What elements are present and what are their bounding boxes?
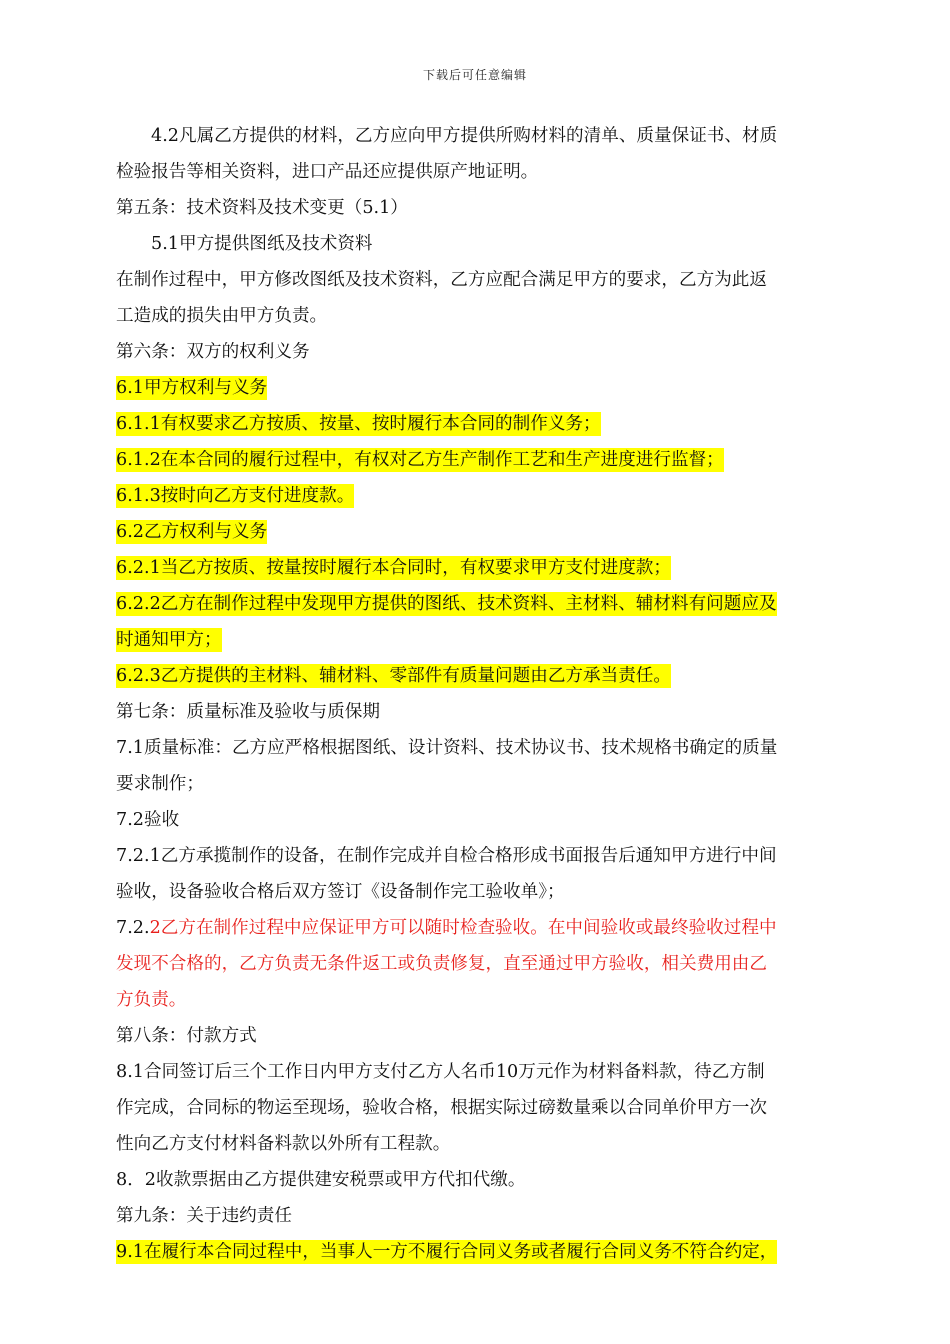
text-line-content: 6.2乙方权利与义务	[116, 522, 268, 542]
text-line	[116, 406, 840, 442]
text-line	[116, 802, 840, 838]
text-line-content: 6.2.2乙方在制作过程中发现甲方提供的图纸、技术资料、主材料、辅材料有问题应及	[116, 594, 777, 614]
text-line	[116, 622, 840, 658]
text-line-content: 时通知甲方；	[116, 630, 222, 650]
text-line-content: 第六条：双方的权利义务	[116, 342, 310, 362]
text-line	[116, 550, 840, 586]
text-line	[116, 1018, 840, 1054]
text-line-content: 6.1.3按时向乙方支付进度款。	[116, 486, 355, 506]
text-line	[116, 730, 840, 766]
text-line-content: 7.2验收	[116, 810, 180, 830]
text-line-content: 在制作过程中，甲方修改图纸及技术资料，乙方应配合满足甲方的要求，乙方为此返	[116, 270, 767, 290]
text-line-content: 发现不合格的，乙方负责无条件返工或负责修复，直至通过甲方验收，相关费用由乙	[116, 954, 767, 974]
document-body	[116, 118, 840, 1270]
text-line-content: 8．2收款票据由乙方提供建安税票或甲方代扣代缴。	[116, 1170, 526, 1190]
text-line	[116, 838, 840, 874]
text-line	[116, 478, 840, 514]
text-line	[116, 982, 840, 1018]
text-line	[116, 226, 840, 262]
text-line-content: 第五条：技术资料及技术变更（5.1）	[116, 198, 408, 218]
text-line-content: 性向乙方支付材料备料款以外所有工程款。	[116, 1134, 451, 1154]
text-line-content: 验收，设备验收合格后双方签订《设备制作完工验收单》；	[116, 882, 565, 902]
text-line-content: 6.2.1当乙方按质、按量按时履行本合同时，有权要求甲方支付进度款；	[116, 558, 671, 578]
text-line-content: 4.2凡属乙方提供的材料，乙方应向甲方提供所购材料的清单、质量保证书、材质	[151, 126, 778, 146]
text-line	[116, 1054, 840, 1090]
text-line-content: 6.1.1有权要求乙方按质、按量、按时履行本合同的制作义务；	[116, 414, 601, 434]
text-line-content: 9.1在履行本合同过程中，当事人一方不履行合同义务或者履行合同义务不符合约定，	[116, 1242, 778, 1262]
text-line	[116, 190, 840, 226]
text-line	[116, 910, 840, 946]
text-line-content: 6.2.3乙方提供的主材料、辅材料、零部件有质量问题由乙方承当责任。	[116, 666, 671, 686]
text-line	[116, 262, 840, 298]
text-line-content: 方负责。	[116, 990, 187, 1010]
text-line	[116, 694, 840, 730]
text-line	[116, 766, 840, 802]
text-line-content: 6.1甲方权利与义务	[116, 378, 268, 398]
text-line-content: 7.1质量标准：乙方应严格根据图纸、设计资料、技术协议书、技术规格书确定的质量	[116, 738, 778, 758]
text-line-content: 7.2.	[116, 918, 150, 938]
text-line	[116, 658, 840, 694]
text-line	[116, 118, 840, 154]
text-line-content: 要求制作；	[116, 774, 204, 794]
text-line	[116, 334, 840, 370]
text-line-content: 7.2.1乙方承揽制作的设备，在制作完成并自检合格形成书面报告后通知甲方进行中间	[116, 846, 777, 866]
text-line	[116, 1198, 840, 1234]
text-line	[116, 874, 840, 910]
text-line	[116, 514, 840, 550]
text-line	[116, 1234, 840, 1270]
text-line-content: 第九条：关于违约责任	[116, 1206, 292, 1226]
text-line-content: 6.1.2在本合同的履行过程中，有权对乙方生产制作工艺和生产进度进行监督；	[116, 450, 724, 470]
text-line	[116, 442, 840, 478]
text-line	[116, 946, 840, 982]
text-line-content: 第七条：质量标准及验收与质保期	[116, 702, 380, 722]
text-line	[116, 1162, 840, 1198]
text-line-content: 5.1甲方提供图纸及技术资料	[151, 234, 373, 254]
page-header: 下载后可任意编辑	[422, 68, 527, 82]
text-line	[116, 370, 840, 406]
text-line-content: 作完成，合同标的物运至现场，验收合格，根据实际过磅数量乘以合同单价甲方一次	[116, 1098, 767, 1118]
text-line	[116, 1090, 840, 1126]
text-line	[116, 1126, 840, 1162]
text-line-red-content: 2乙方在制作过程中应保证甲方可以随时检查验收。在中间验收或最终验收过程中	[149, 918, 777, 938]
text-line	[116, 154, 840, 190]
text-line	[116, 586, 840, 622]
text-line-content: 8.1合同签订后三个工作日内甲方支付乙方人名币10万元作为材料备料款，待乙方制	[116, 1062, 765, 1082]
text-line-content: 工造成的损失由甲方负责。	[116, 306, 328, 326]
text-line-content: 检验报告等相关资料，进口产品还应提供原产地证明。	[116, 162, 539, 182]
text-line-content: 第八条：付款方式	[116, 1026, 257, 1046]
text-line	[116, 298, 840, 334]
